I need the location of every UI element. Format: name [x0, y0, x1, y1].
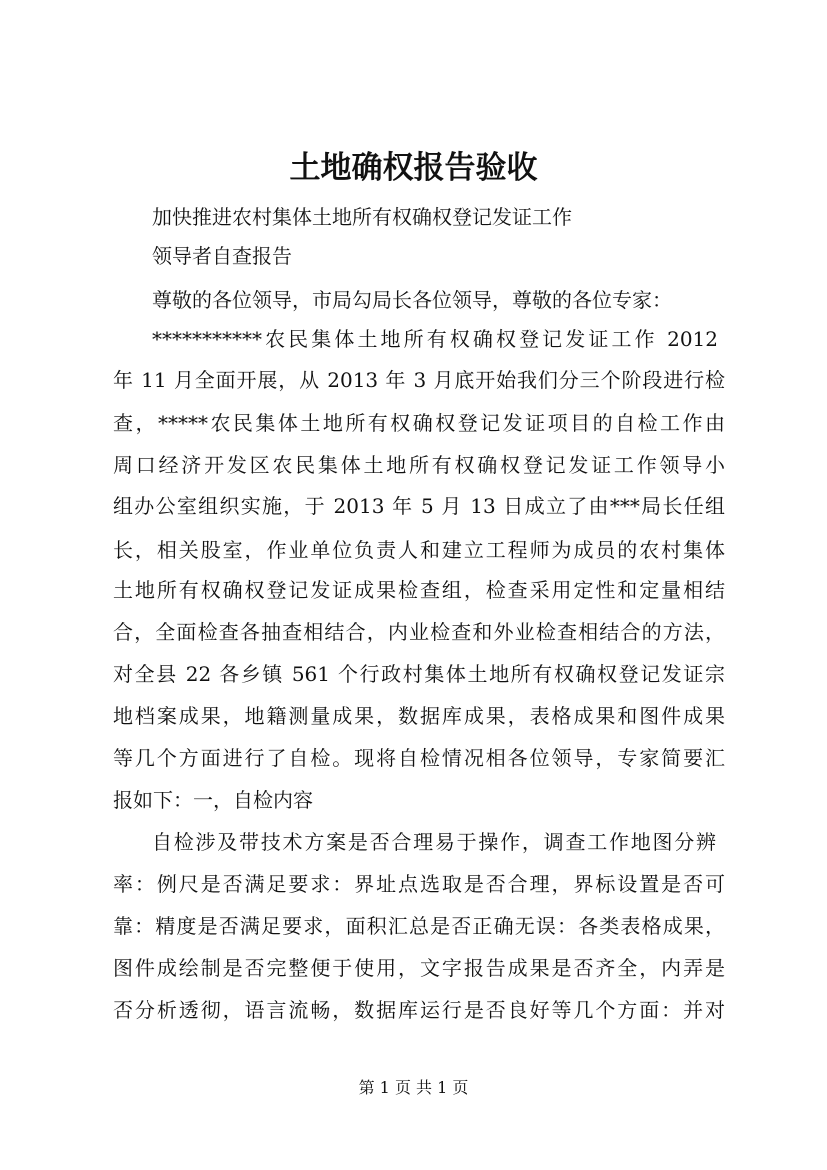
salutation-line: 尊敬的各位领导，市局勾局长各位领导，尊敬的各位专家：: [152, 288, 672, 312]
body-line: 图件成绘制是否完整便于使用，文字报告成果是否齐全，内弄是: [113, 956, 725, 980]
subtitle-line-1: 加快推进农村集体土地所有权确权登记发证工作: [152, 205, 572, 229]
body-line: 自检涉及带技术方案是否合理易于操作，调查工作地图分辨: [152, 830, 716, 854]
body-line: 等几个方面进行了自检。现将自检情况相各位领导，专家简要汇: [113, 746, 725, 770]
body-line: 地档案成果，地籍测量成果，数据库成果，表格成果和图件成果: [113, 704, 725, 728]
body-line: 查，*****农民集体土地所有权确权登记发证项目的自检工作由: [113, 411, 725, 435]
document-title: 土地确权报告验收: [289, 150, 538, 186]
page-footer: 第 1 页 共 1 页: [358, 1078, 469, 1097]
body-line: 否分析透彻，语言流畅，数据库运行是否良好等几个方面：并对: [113, 998, 725, 1022]
body-line: 靠：精度是否满足要求，面积汇总是否正确无误：各类表格成果，: [113, 914, 725, 938]
body-line: 长，相关股室，作业单位负责人和建立工程师为成员的农村集体: [113, 538, 725, 562]
body-line: 年 11 月全面开展，从 2013 年 3 月底开始我们分三个阶段进行检: [113, 368, 725, 392]
body-line: 周口经济开发区农民集体土地所有权确权登记发证工作领导小: [113, 453, 725, 477]
body-line: 报如下：一，自检内容: [113, 788, 313, 812]
body-line: ***********农民集体土地所有权确权登记发证工作 2012: [152, 327, 718, 351]
body-line: 率：例尺是否满足要求：界址点选取是否合理，界标设置是否可: [113, 872, 725, 896]
subtitle-line-2: 领导者自查报告: [152, 244, 292, 268]
body-line: 合，全面检查各抽查相结合，内业检查和外业检查相结合的方法，: [113, 620, 725, 644]
body-line: 对全县 22 各乡镇 561 个行政村集体土地所有权确权登记发证宗: [113, 662, 725, 686]
body-line: 土地所有权确权登记发证成果检查组，检查采用定性和定量相结: [113, 578, 725, 602]
body-line: 组办公室组织实施，于 2013 年 5 月 13 日成立了由***局长任组: [113, 494, 725, 518]
